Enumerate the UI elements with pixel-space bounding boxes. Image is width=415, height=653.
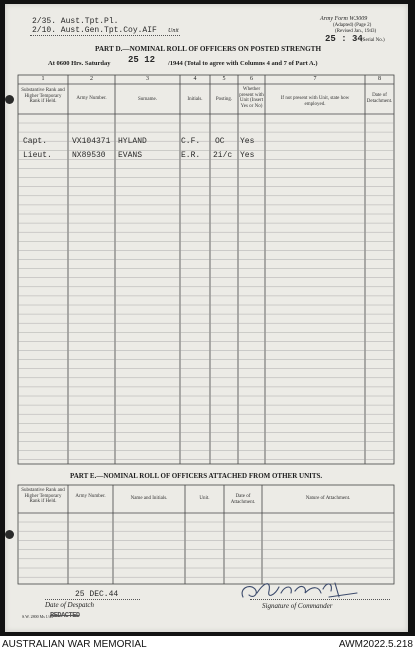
despatch-date: 25 DEC.44 (75, 590, 119, 599)
part-e-header-army-number: Army Number. (75, 494, 106, 499)
date-suffix: /1944 (Total to agree with Columns 4 and 7 of Part A.) (168, 60, 318, 67)
row-2-rank: Lieut. (23, 151, 52, 160)
header-posting: Posting. (215, 97, 233, 102)
signature-caption: Signature of Commander (262, 602, 333, 610)
form-revised: (Revised Jan., 1943) (335, 29, 377, 34)
unit-line-2: 2/10. Aust.Gen.Tpt.Coy.AIF (32, 26, 157, 35)
signature-underline (250, 599, 390, 600)
row-1-surname: HYLAND (118, 137, 147, 146)
col-number-3: 3 (146, 76, 149, 82)
archive-footer (0, 638, 415, 653)
part-e-header-rank: Substantive Rank and Higher Temporary Rank if Held. (21, 488, 65, 504)
col-number-6: 6 (250, 76, 253, 82)
despatch-caption: Date of Despatch (45, 601, 94, 609)
row-2-surname: EVANS (118, 151, 143, 160)
unit-caption: Unit (168, 28, 179, 34)
row-2-initials: E.R. (181, 151, 201, 160)
row-1-rank: Capt. (23, 137, 48, 146)
row-1-present: Yes (240, 137, 255, 146)
header-detachment: Date of Detachment. (366, 93, 393, 104)
row-1-army-number: VX104371 (72, 137, 111, 146)
row-2-army-number: NX89530 (72, 151, 106, 160)
print-note: S.W. 2800 Ms 1/43 (22, 614, 53, 619)
header-surname: Surname. (137, 97, 158, 102)
header-employed: If not present with Unit, state how employed. (280, 96, 350, 107)
col-number-8: 8 (378, 76, 381, 82)
redacted-stamp: REDACTED (50, 612, 80, 620)
col-number-4: 4 (193, 76, 197, 82)
header-rank: Substantive Rank and Higher Temporary Rank if Held. (21, 88, 65, 104)
part-e-header-unit: Unit. (199, 496, 210, 501)
part-d-title: PART D.—NOMINAL ROLL OF OFFICERS ON POSTED STRENGTH (95, 45, 322, 53)
col-number-1: 1 (41, 76, 45, 82)
row-2-posting: 2i/c (213, 151, 233, 160)
date-prefix: At 0600 Hrs. Saturday (48, 60, 111, 67)
col-number-5: 5 (222, 76, 226, 82)
part-e-header-name: Name and Initials. (130, 496, 168, 501)
form-adapted: (Adapted) (Page 2) (333, 23, 372, 28)
part-e-header-nature: Nature of Attachment. (305, 496, 351, 501)
despatch-underline (45, 599, 140, 600)
part-e-header-date: Date of Attachment. (230, 494, 256, 505)
row-1-posting: OC (215, 137, 225, 146)
unit-line-1: 2/35. Aust.Tpt.Pl. (32, 17, 119, 26)
col-number-2: 2 (90, 76, 93, 82)
row-1-initials: C.F. (181, 137, 201, 146)
footer-accession: AWM2022.5.218 (338, 639, 413, 650)
header-army-number: Army Number. (76, 96, 107, 101)
footer-institution: AUSTRALIAN WAR MEMORIAL (2, 639, 147, 650)
date-typed: 25 12 (128, 55, 156, 65)
serial-number: 25 : 34 (325, 34, 363, 44)
col-number-7: 7 (313, 76, 317, 82)
header-initials: Initials. (187, 97, 203, 102)
part-e-title: PART E.—NOMINAL ROLL OF OFFICERS ATTACHED FROM OTHER UNITS. (70, 472, 323, 480)
header-present: Whether present with Unit (Insert Yes or No) (239, 87, 264, 109)
serial-caption: (Serial No.) (361, 38, 385, 43)
form-number: Army Form W.3009 (320, 16, 368, 22)
row-2-present: Yes (240, 151, 255, 160)
commander-signature (235, 575, 365, 605)
